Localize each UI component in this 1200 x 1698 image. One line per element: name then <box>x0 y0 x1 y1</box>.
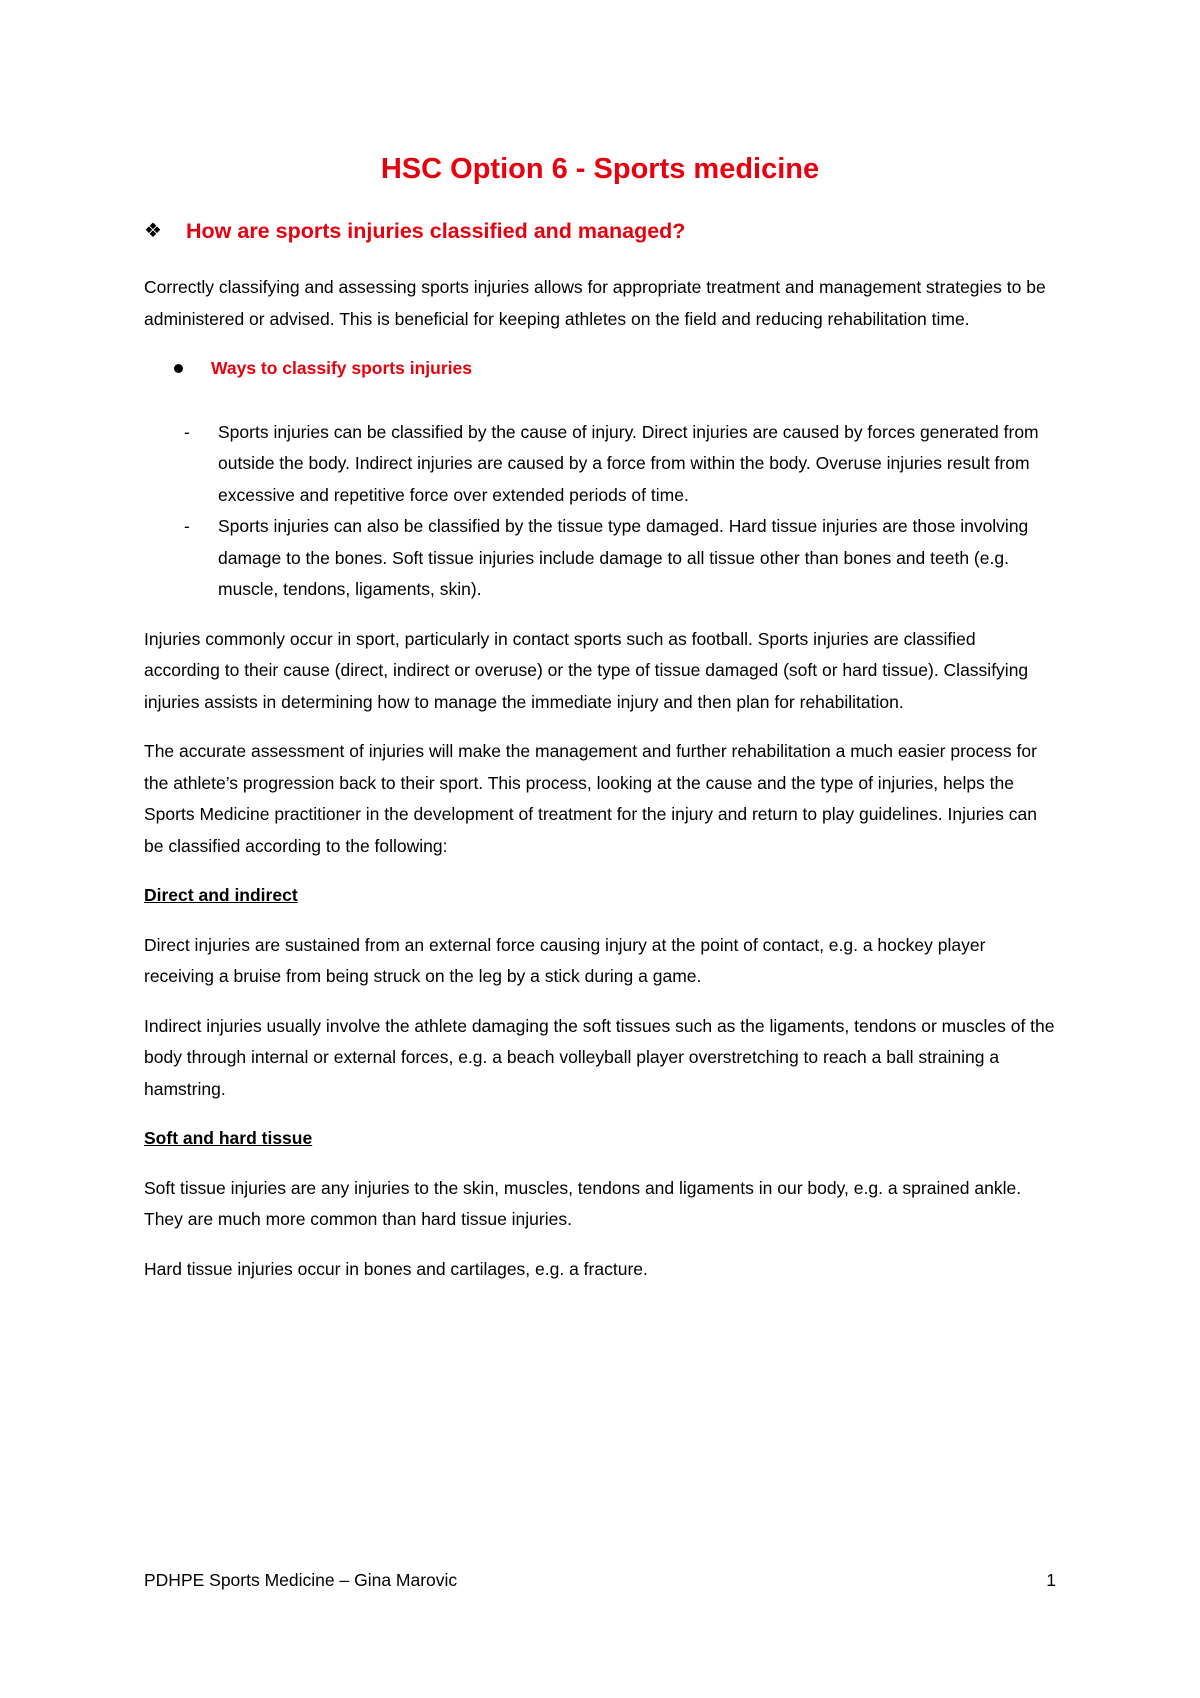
dash-list-item-text: Sports injuries can also be classified by the tissue type damaged. Hard tissue injuries are those involving damage to the bones. Soft tissue injuries include damage to all tissue other than bones and teeth (e.g. muscle, tendons, ligaments, skin). <box>218 516 1029 599</box>
dash-list-item-text: Sports injuries can be classified by the cause of injury. Direct injuries are caused by forces generated from outside the body. Indirect injuries are caused by a force from within the body. Overuse injuries result from excessive and repetitive force over extended periods of time. <box>218 421 1039 505</box>
soft-tissue-paragraph: Soft tissue injuries are any injuries to the skin, muscles, tendons and ligaments in our body, e.g. a sprained ankle. They are much more common than hard tissue injuries. <box>144 1177 1022 1229</box>
soft-hard-tissue-heading: Soft and hard tissue <box>144 1128 313 1148</box>
page-footer <box>144 1568 1056 1592</box>
diamond-bullet-icon: ❖ <box>144 220 162 242</box>
direct-indirect-heading: Direct and indirect <box>144 885 298 905</box>
dash-marker: - <box>184 421 190 442</box>
intro-paragraph: Correctly classifying and assessing sports injuries allows for appropriate treatment and management strategies to be administered or advised. This is beneficial for keeping athletes on the field and reducing rehabilitation time. <box>144 277 1046 329</box>
dash-list <box>144 417 1056 606</box>
dash-list-item <box>144 417 1056 512</box>
footer-text: PDHPE Sports Medicine – Gina Marovic <box>144 1570 458 1590</box>
dash-marker: - <box>184 516 190 536</box>
indirect-injuries-paragraph: Indirect injuries usually involve the athlete damaging the soft tissues such as the ligaments, tendons or muscles of the body through internal or external forces, e.g. a beach volleyball player overstretching to reach a ball straining a hamstring. <box>144 1015 1055 1099</box>
bullet-item <box>174 353 1056 385</box>
question-heading-text: How are sports injuries classified and managed? <box>186 219 686 243</box>
document-body <box>144 148 1056 1303</box>
round-bullet-icon <box>174 364 183 373</box>
direct-injuries-paragraph: Direct injuries are sustained from an external force causing injury at the point of contact, e.g. a hockey player receiving a bruise from being struck on the leg by a stick during a game. <box>144 934 986 986</box>
page-title: HSC Option 6 - Sports medicine <box>380 153 820 185</box>
common-injuries-paragraph: Injuries commonly occur in sport, particularly in contact sports such as football. Sports injuries are classified according to their cause (direct, indirect or overuse) or the type of tissue damaged (soft or hard tissue). Classifying injuries assists in determining how to manage the immediate injury and then plan for rehabilitation. <box>144 628 1029 712</box>
question-heading <box>144 216 1056 246</box>
page-number: 1 <box>1046 1570 1056 1590</box>
assessment-paragraph: The accurate assessment of injuries will make the management and further rehabilitation a much easier process for the athlete’s progression back to their sport. This process, looking at the cause and the type of injuries, helps the Sports Medicine practitioner in the development of treatment for the injury and return to play guidelines. Injuries can be classified according to the following: <box>144 741 1037 856</box>
hard-tissue-paragraph: Hard tissue injuries occur in bones and cartilages, e.g. a fracture. <box>144 1258 648 1279</box>
bullet-item-text: Ways to classify sports injuries <box>211 358 472 378</box>
dash-list-item <box>144 511 1056 606</box>
